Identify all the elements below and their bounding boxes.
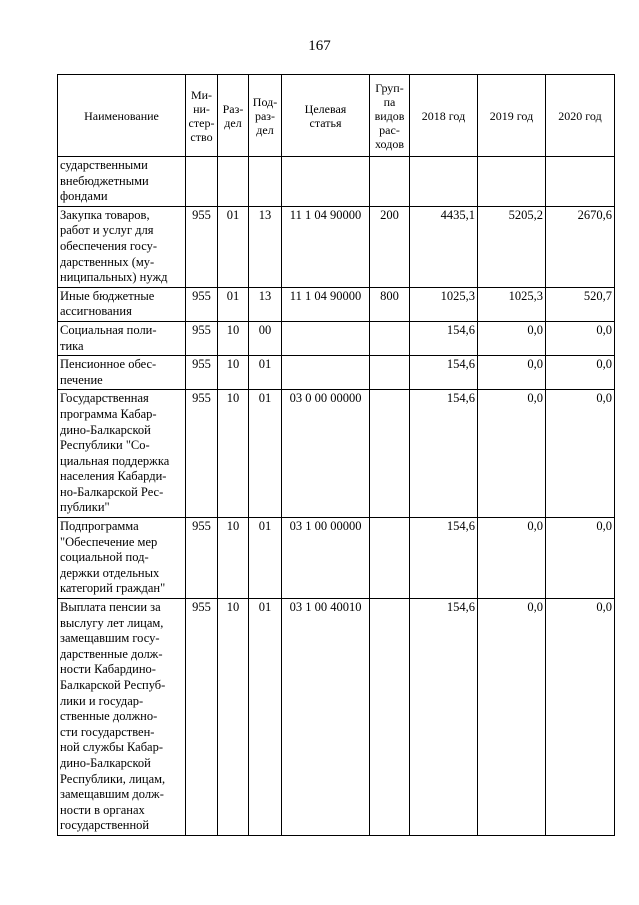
row-expense-type: 800 bbox=[370, 287, 410, 321]
row-name: Закупка товаров, работ и услуг для обеспечения госу- дарственных (му- ниципальных) нужд bbox=[58, 206, 186, 287]
row-expense-type bbox=[370, 356, 410, 390]
row-2018: 154,6 bbox=[410, 518, 478, 599]
row-ministry: 955 bbox=[186, 206, 218, 287]
table-row bbox=[58, 287, 615, 321]
row-ministry bbox=[186, 157, 218, 207]
row-2020 bbox=[546, 157, 615, 207]
row-target bbox=[282, 321, 370, 355]
row-subsection bbox=[249, 157, 282, 207]
row-2020: 0,0 bbox=[546, 356, 615, 390]
row-expense-type bbox=[370, 599, 410, 836]
row-ministry: 955 bbox=[186, 390, 218, 518]
table-row bbox=[58, 356, 615, 390]
row-name: Подпрограмма "Обеспечение мер социальной под- держки отдельных категорий граждан" bbox=[58, 518, 186, 599]
row-2019: 0,0 bbox=[478, 390, 546, 518]
row-name: Пенсионное обес- печение bbox=[58, 356, 186, 390]
row-subsection: 01 bbox=[249, 356, 282, 390]
row-target bbox=[282, 157, 370, 207]
row-2018: 154,6 bbox=[410, 321, 478, 355]
row-2019: 0,0 bbox=[478, 321, 546, 355]
row-2020: 2670,6 bbox=[546, 206, 615, 287]
header-subsection: Под- раз- дел bbox=[249, 75, 282, 157]
row-section: 10 bbox=[218, 599, 249, 836]
page-number: 167 bbox=[308, 38, 331, 54]
row-2020: 0,0 bbox=[546, 518, 615, 599]
row-subsection: 13 bbox=[249, 206, 282, 287]
table-row bbox=[58, 157, 615, 207]
row-2018: 4435,1 bbox=[410, 206, 478, 287]
row-2019: 0,0 bbox=[478, 356, 546, 390]
row-ministry: 955 bbox=[186, 287, 218, 321]
row-section: 01 bbox=[218, 206, 249, 287]
row-2020: 0,0 bbox=[546, 321, 615, 355]
table-row bbox=[58, 518, 615, 599]
header-name: Наименование bbox=[58, 75, 186, 157]
row-section: 01 bbox=[218, 287, 249, 321]
table-row bbox=[58, 321, 615, 355]
row-expense-type bbox=[370, 518, 410, 599]
row-section: 10 bbox=[218, 356, 249, 390]
row-2019 bbox=[478, 157, 546, 207]
row-ministry: 955 bbox=[186, 599, 218, 836]
row-name: Иные бюджетные ассигнования bbox=[58, 287, 186, 321]
row-target: 03 1 00 40010 bbox=[282, 599, 370, 836]
row-section: 10 bbox=[218, 390, 249, 518]
row-2020: 0,0 bbox=[546, 390, 615, 518]
row-2019: 1025,3 bbox=[478, 287, 546, 321]
budget-table bbox=[57, 74, 615, 836]
row-ministry: 955 bbox=[186, 321, 218, 355]
row-expense-type bbox=[370, 390, 410, 518]
row-name: сударственными внебюджетными фондами bbox=[58, 157, 186, 207]
row-expense-type bbox=[370, 321, 410, 355]
header-2019: 2019 год bbox=[478, 75, 546, 157]
row-subsection: 01 bbox=[249, 518, 282, 599]
header-expense-type: Груп- па видов рас- ходов bbox=[370, 75, 410, 157]
row-2018: 1025,3 bbox=[410, 287, 478, 321]
row-2018: 154,6 bbox=[410, 599, 478, 836]
row-2018 bbox=[410, 157, 478, 207]
row-subsection: 00 bbox=[249, 321, 282, 355]
table-row bbox=[58, 599, 615, 836]
table-row bbox=[58, 206, 615, 287]
row-expense-type bbox=[370, 157, 410, 207]
table-header-row bbox=[58, 75, 615, 157]
row-name: Социальная поли- тика bbox=[58, 321, 186, 355]
row-section: 10 bbox=[218, 518, 249, 599]
header-2018: 2018 год bbox=[410, 75, 478, 157]
row-target: 11 1 04 90000 bbox=[282, 287, 370, 321]
row-subsection: 13 bbox=[249, 287, 282, 321]
row-name: Выплата пенсии за выслугу лет лицам, замещавшим госу- дарственные долж- ности Кабардино- Балкарской Респуб- лики и государ- ственные должно- сти государствен- ной службы Кабар- дино-Балкарской Республики, лицам, замещавшим долж- ности в органах государственной bbox=[58, 599, 186, 836]
row-section bbox=[218, 157, 249, 207]
row-2020: 520,7 bbox=[546, 287, 615, 321]
header-target: Целевая статья bbox=[282, 75, 370, 157]
row-ministry: 955 bbox=[186, 518, 218, 599]
row-target bbox=[282, 356, 370, 390]
row-name: Государственная программа Кабар- дино-Балкарской Республики "Со- циальная поддержка населения Кабарди- но-Балкарской Рес- публики" bbox=[58, 390, 186, 518]
row-2019: 5205,2 bbox=[478, 206, 546, 287]
row-subsection: 01 bbox=[249, 390, 282, 518]
row-section: 10 bbox=[218, 321, 249, 355]
table-row bbox=[58, 390, 615, 518]
row-2020: 0,0 bbox=[546, 599, 615, 836]
row-expense-type: 200 bbox=[370, 206, 410, 287]
row-subsection: 01 bbox=[249, 599, 282, 836]
row-target: 11 1 04 90000 bbox=[282, 206, 370, 287]
header-section: Раз- дел bbox=[218, 75, 249, 157]
row-2019: 0,0 bbox=[478, 518, 546, 599]
row-ministry: 955 bbox=[186, 356, 218, 390]
header-2020: 2020 год bbox=[546, 75, 615, 157]
row-2018: 154,6 bbox=[410, 356, 478, 390]
row-target: 03 0 00 00000 bbox=[282, 390, 370, 518]
row-2018: 154,6 bbox=[410, 390, 478, 518]
row-target: 03 1 00 00000 bbox=[282, 518, 370, 599]
row-2019: 0,0 bbox=[478, 599, 546, 836]
header-ministry: Ми- ни- стер- ство bbox=[186, 75, 218, 157]
